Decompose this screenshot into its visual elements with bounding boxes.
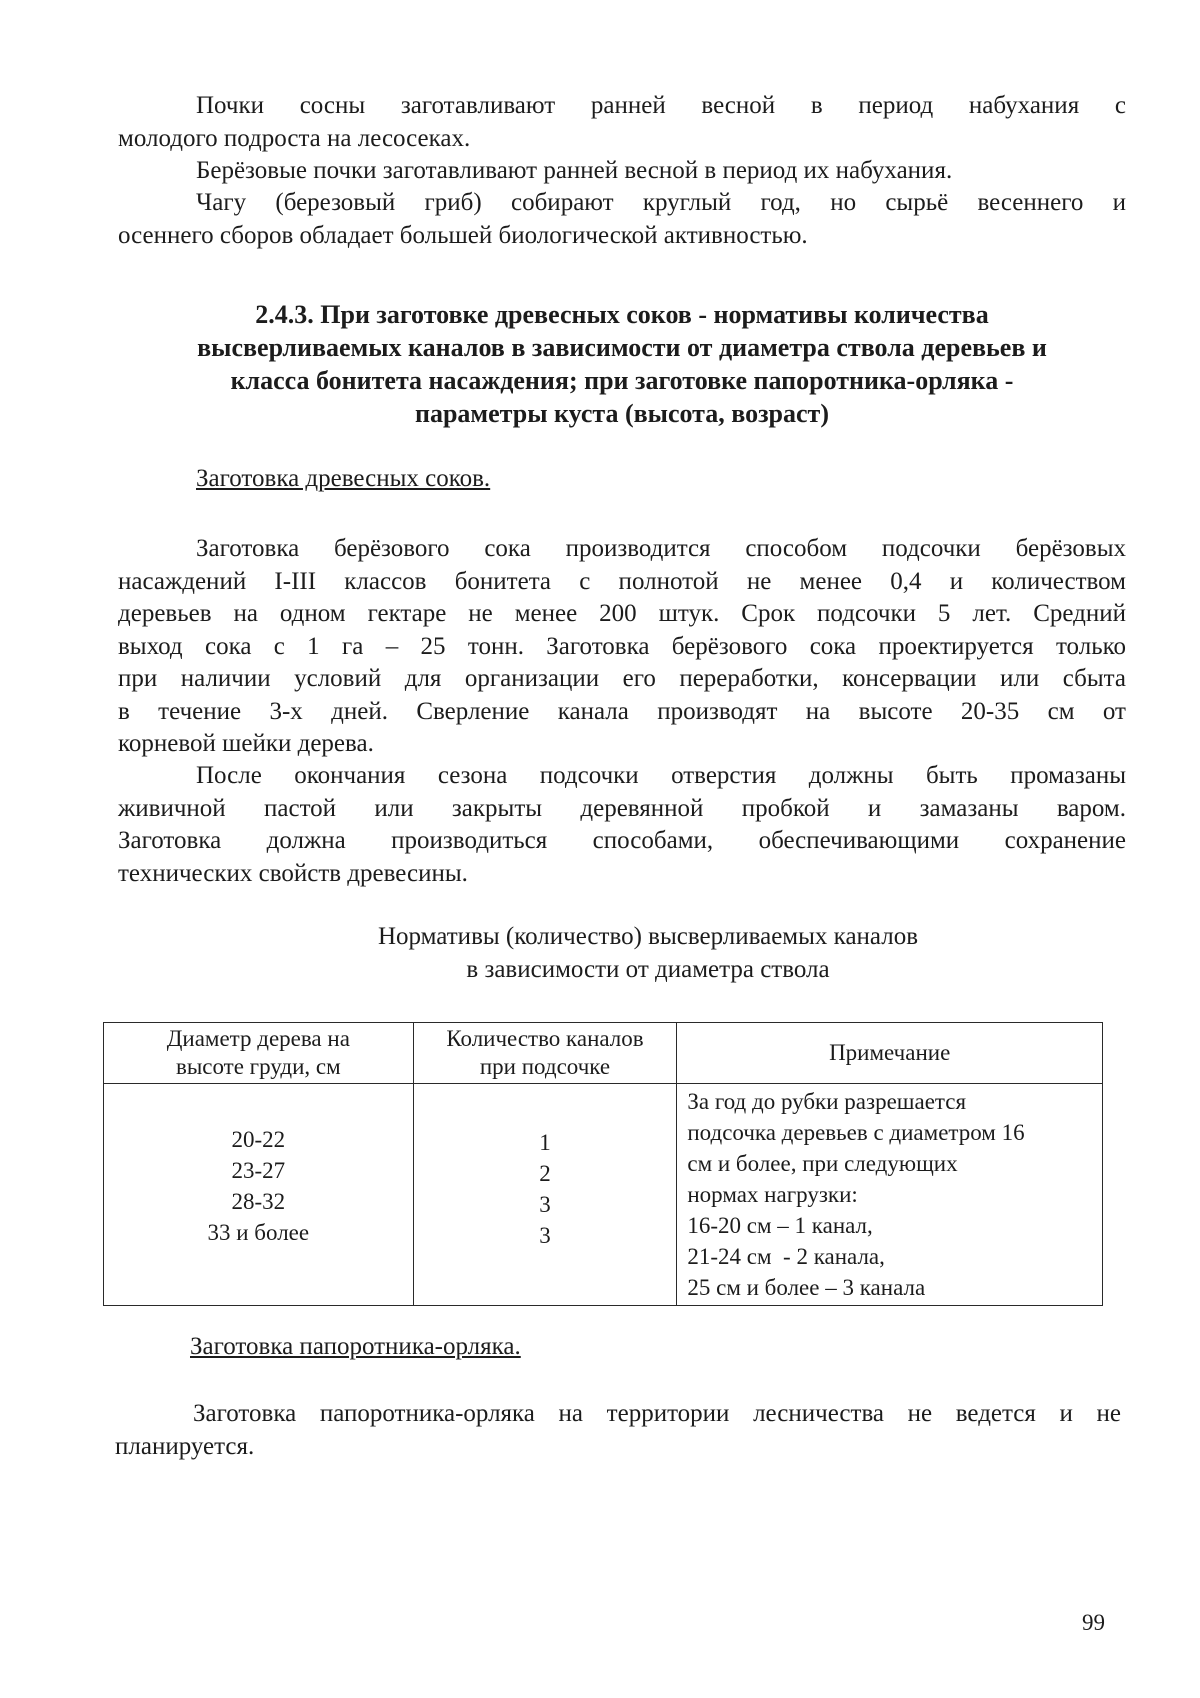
fern-paragraph bbox=[115, 1398, 1121, 1463]
heading-line-3: класса бонитета насаждения; при заготовке папоротника-орляка - bbox=[230, 366, 1014, 395]
intro-paragraph-2 bbox=[118, 155, 1126, 188]
channels-cell bbox=[413, 1084, 677, 1306]
sap-p1-line7: корневой шейки дерева. bbox=[118, 730, 374, 757]
sap-p1-line6: в течение 3-х дней. Сверление канала производят на высоте 20-35 см от bbox=[118, 697, 1126, 725]
intro-p3-line2: осеннего сборов обладает большей биологической активностью. bbox=[118, 221, 808, 249]
diameter-value: 20-22 bbox=[231, 1127, 286, 1152]
channels-value: 3 bbox=[539, 1192, 551, 1217]
header-channels: Количество каналов при подсочке bbox=[413, 1023, 677, 1084]
diameter-value: 23-27 bbox=[231, 1158, 286, 1183]
sap-p2-line3: Заготовка должна производиться способами, обеспечивающими сохранение bbox=[118, 827, 1126, 854]
header-diameter: Диаметр дерева на высоте груди, см bbox=[104, 1023, 414, 1084]
note-line: 21-24 см - 2 канала, bbox=[687, 1244, 885, 1269]
sap-p1-line1: Заготовка берёзового сока производится способом подсочки берёзовых bbox=[196, 535, 1126, 562]
sap-p1-line4: выход сока с 1 га – 25 тонн. Заготовка берёзового сока проектируется только bbox=[118, 632, 1126, 660]
sap-subsection-title: Заготовка древесных соков. bbox=[196, 465, 491, 492]
note-line: За год до рубки разрешается bbox=[687, 1089, 967, 1114]
diameter-cell bbox=[104, 1084, 414, 1306]
fern-subsection-title: Заготовка папоротника-орляка. bbox=[190, 1333, 521, 1360]
fern-p-line2: планируется. bbox=[115, 1432, 255, 1460]
table-caption-line2: в зависимости от диаметра ствола bbox=[466, 956, 830, 983]
heading-line-2: высверливаемых каналов в зависимости от диаметра ствола деревьев и bbox=[197, 333, 1047, 362]
table-caption-line1: Нормативы (количество) высверливаемых каналов bbox=[377, 923, 919, 950]
sap-paragraph-1 bbox=[118, 533, 1126, 761]
intro-paragraph-1 bbox=[118, 90, 1126, 155]
intro-p1-line1: Почки сосны заготавливают ранней весной в период набухания с bbox=[196, 92, 1126, 119]
section-heading bbox=[118, 298, 1126, 430]
sap-p2-line4: технических свойств древесины. bbox=[118, 859, 468, 887]
channels-value: 1 bbox=[539, 1130, 551, 1155]
sap-p2-line1: После окончания сезона подсочки отверстия должны быть промазаны bbox=[196, 762, 1126, 789]
intro-p1-line2: молодого подроста на лесосеках. bbox=[118, 124, 471, 152]
note-line: нормах нагрузки: bbox=[687, 1182, 858, 1207]
note-line: подсочка деревьев с диаметром 16 bbox=[687, 1120, 1025, 1145]
channels-value: 2 bbox=[539, 1161, 551, 1186]
table-header-row bbox=[104, 1023, 1103, 1084]
diameter-value: 33 и более bbox=[207, 1220, 310, 1245]
intro-p2-text: Берёзовые почки заготавливают ранней весной в период их набухания. bbox=[196, 157, 953, 184]
fern-p-line1: Заготовка папоротника-орляка на территории лесничества не ведется и не bbox=[193, 1400, 1121, 1427]
sap-p1-line5: при наличии условий для организации его переработки, консервации или сбыта bbox=[118, 665, 1126, 692]
diameter-value: 28-32 bbox=[231, 1189, 286, 1214]
note-line: 25 см и более – 3 канала bbox=[687, 1275, 926, 1300]
channels-value: 3 bbox=[539, 1223, 551, 1248]
channels-norms-table bbox=[103, 1022, 1103, 1306]
note-cell bbox=[677, 1084, 1103, 1306]
header-note: Примечание bbox=[677, 1023, 1103, 1084]
sap-paragraph-2 bbox=[118, 760, 1126, 890]
note-line: 16-20 см – 1 канал, bbox=[687, 1213, 873, 1238]
table-caption bbox=[118, 920, 1178, 986]
intro-p3-line1: Чагу (березовый гриб) собирают круглый год, но сырьё весеннего и bbox=[196, 189, 1126, 216]
heading-line-4: параметры куста (высота, возраст) bbox=[414, 399, 829, 428]
intro-paragraph-3 bbox=[118, 187, 1126, 252]
sap-p1-line3: деревьев на одном гектаре не менее 200 штук. Срок подсочки 5 лет. Средний bbox=[118, 600, 1126, 627]
page-number: 99 bbox=[1082, 1610, 1105, 1635]
sap-p2-line2: живичной пастой или закрыты деревянной пробкой и замазаны варом. bbox=[118, 794, 1126, 822]
note-line: см и более, при следующих bbox=[687, 1151, 958, 1176]
heading-line-1: 2.4.3. При заготовке древесных соков - нормативы количества bbox=[255, 300, 989, 329]
sap-p1-line2: насаждений I-III классов бонитета с полнотой не менее 0,4 и количеством bbox=[118, 567, 1126, 595]
table-row bbox=[104, 1084, 1103, 1306]
